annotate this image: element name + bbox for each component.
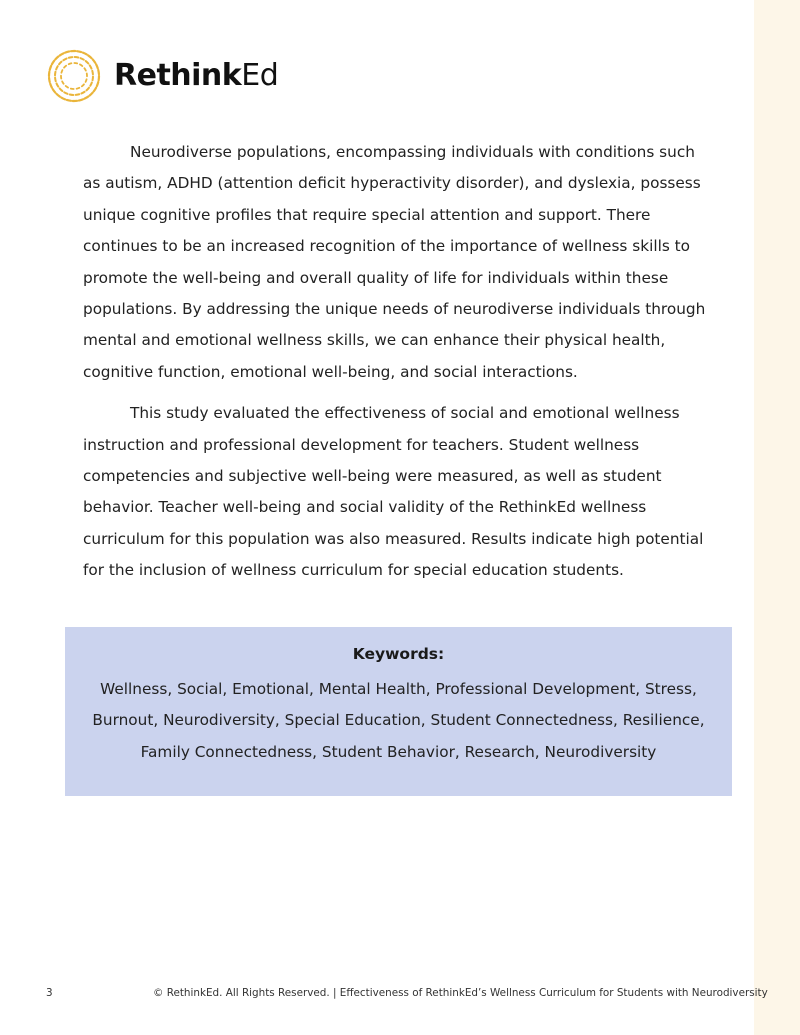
sunburst-dash (65, 51, 69, 52)
sunburst-dash (64, 92, 67, 94)
sunburst-dash (67, 100, 71, 101)
sunburst-dash (59, 62, 61, 65)
rethinked-logo (46, 48, 278, 104)
sunburst-dash (97, 82, 98, 86)
paragraph-2: This study evaluated the effectiveness of social and emotional wellness instruction and professional development for teachers. Student wellness competencies and subjective well-being were measured, as well as student behavior. Teacher well-being and social validity of the RethinkEd wellness curriculum for this population was also measured. Results indicate high potential for the inclusion of wellness curriculum for special education students. (83, 404, 704, 580)
sunburst-dash (96, 64, 98, 68)
sunburst-dash (50, 84, 52, 88)
paragraph-1: Neurodiverse populations, encompassing individuals with conditions such as autism, ADHD (attention deficit hyperactivity disorder), and dyslexia, possess unique cognitive profiles that require special attention and support. There continues to be an increased recognition of the importance of wellness skills to promote the well-being and overall quality of life for individuals within these populations. By addressing the unique needs of neurodiverse individuals through mental and emotional wellness skills, we can enhance their physical health, cognitive function, emotional well-being, and social interactions. (83, 143, 706, 381)
sunburst-dash (61, 98, 65, 100)
sunburst-dash (82, 84, 84, 86)
keywords-list: Wellness, Social, Emotional, Mental Health, Professional Development, Stress, Burnout, Neurodiversity, Special Education, Student Connectedness, Resilience, Family Connectedness, Student Behavior, Research, Neurodiversity (92, 680, 705, 761)
sunburst-dash (86, 88, 88, 91)
sunburst-dash (90, 93, 93, 96)
sunburst-dash (57, 94, 60, 97)
sunburst-dash (69, 57, 73, 58)
sunburst-logo-icon (46, 48, 102, 104)
sunburst-dash (55, 78, 56, 82)
keywords-title: Keywords: (352, 645, 445, 663)
sunburst-dash (76, 94, 80, 95)
sunburst-dash (90, 83, 92, 86)
sunburst-dash (81, 92, 84, 94)
sunburst-dash (86, 79, 87, 82)
sunburst-dash (62, 81, 63, 83)
sunburst-dash (93, 59, 96, 62)
sunburst-dash (98, 70, 99, 74)
sunburst-dash (61, 70, 62, 73)
sunburst-dash (69, 63, 72, 64)
sunburst-dash (88, 55, 91, 58)
sunburst-dash (83, 53, 87, 55)
sunburst-dash (94, 88, 96, 92)
sunburst-dash (81, 58, 84, 60)
page-footer (0, 987, 800, 1003)
page-number: 3 (46, 987, 53, 999)
sunburst-dash (52, 61, 54, 65)
sunburst-dash (64, 66, 66, 68)
sunburst-dash (56, 66, 58, 69)
sunburst-dash (85, 97, 89, 99)
sunburst-dash (50, 66, 51, 70)
sunburst-dash (49, 78, 50, 82)
sunburst-dash (60, 88, 63, 90)
footer-copyright: © RethinkEd. All Rights Reserved. | Effectiveness of RethinkEd’s Wellness Curriculum for Students with Neurodiversity (153, 987, 768, 999)
sunburst-dash (60, 53, 64, 55)
sunburst-dash (90, 65, 92, 68)
sunburst-dash (77, 51, 81, 52)
keywords-box (65, 627, 732, 796)
side-strip (754, 0, 800, 1035)
sunburst-dash (55, 57, 58, 60)
logo-wordmark-light: Ed (241, 58, 279, 93)
sunburst-dash (53, 89, 56, 92)
sunburst-dash (79, 99, 83, 100)
logo-wordmark (114, 58, 279, 93)
sunburst-dash (63, 59, 66, 61)
sunburst-dash (84, 68, 85, 70)
body-text (83, 137, 711, 597)
sunburst-dash (80, 64, 82, 66)
sunburst-dash (66, 86, 68, 88)
logo-wordmark-bold: Rethink (114, 58, 242, 93)
sunburst-dash (57, 83, 59, 86)
sunburst-dash (86, 61, 89, 63)
sunburst-dash (92, 71, 93, 75)
sunburst-dash (77, 88, 80, 89)
